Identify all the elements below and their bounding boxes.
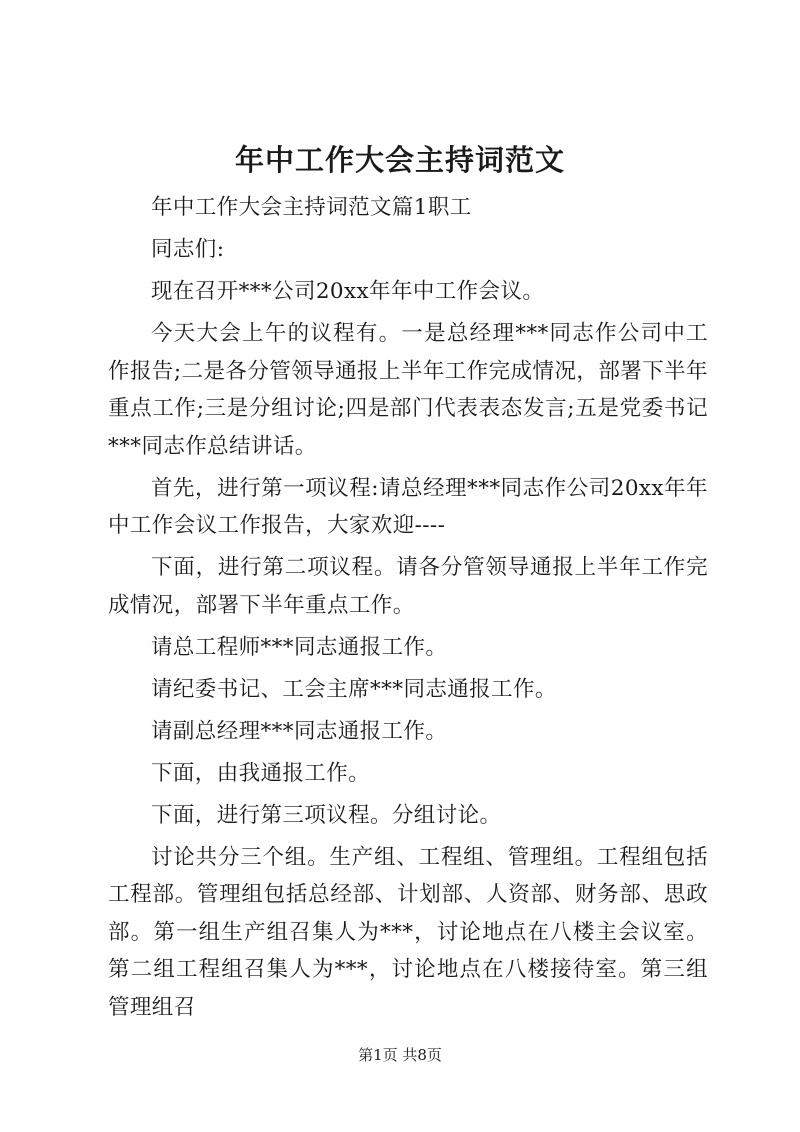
paragraph-heading-line: 年中工作大会主持词范文篇1职工 [151,195,472,220]
paragraph-salutation: 同志们: [151,237,225,262]
document-title: 年中工作大会主持词范文 [234,143,565,177]
page-number-footer: 第1页 共8页 [358,1046,442,1064]
document-body [108,189,708,1031]
paragraph-second-item: 下面，进行第二项议程。请各分管领导通报上半年工作完成情况，部署下半年重点工作。 [108,555,708,618]
paragraph-chief-engineer: 请总工程师***同志通报工作。 [151,634,448,660]
paragraph-opening: 现在召开***公司20xx年年中工作会议。 [151,279,545,304]
paragraph-agenda: 今天大会上午的议程有。一是总经理***同志作公司中工作报告;二是各分管领导通报上半年工作完成情况，部署下半年重点工作;三是分组讨论;四是部门代表表态发言;五是党委书记***同志作总结讲话。 [108,321,708,459]
paragraph-group-discussion: 讨论共分三个组。生产组、工程组、管理组。工程组包括工程部。管理组包括总经部、计划部、人资部、财务部、思政部。第一组生产组召集人为***，讨论地点在八楼主会议室。第二组工程组召集人为***，讨论地点在八楼接待室。第三组管理组召 [108,844,708,1020]
paragraph-host-report: 下面，由我通报工作。 [151,760,371,786]
paragraph-third-item: 下面，进行第三项议程。分组讨论。 [151,802,502,828]
paragraph-discipline-secretary: 请纪委书记、工会主席***同志通报工作。 [151,676,557,702]
paragraph-first-item: 首先，进行第一项议程:请总经理***同志作公司20xx年年中工作会议工作报告，大家欢迎---- [108,475,708,538]
paragraph-deputy-gm: 请副总经理***同志通报工作。 [151,718,448,744]
